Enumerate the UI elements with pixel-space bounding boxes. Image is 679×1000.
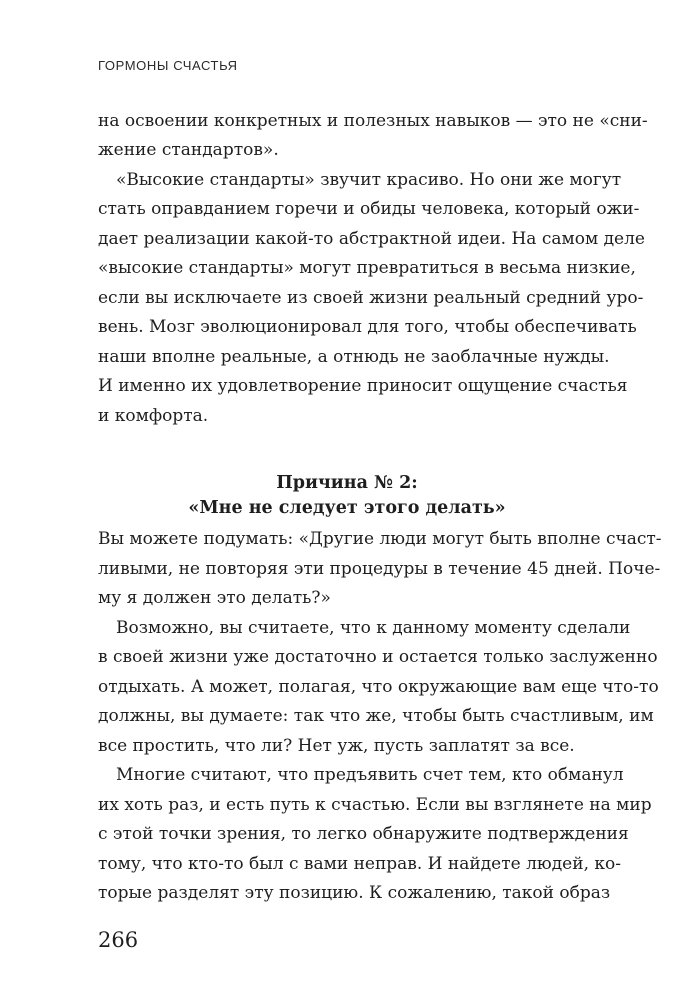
text-line: на освоении конкретных и полезных навыков — это не «сни- (98, 111, 648, 131)
text-line: с этой точки зрения, то легко обнаружите подтверждения (98, 824, 629, 844)
text-line: ливыми, не повторяя эти процедуры в течение 45 дней. Поче- (98, 559, 661, 579)
text-line: торые разделят эту позицию. К сожалению, такой образ (98, 883, 611, 903)
text-line: их хоть раз, и есть путь к счастью. Если вы взглянете на мир (98, 795, 652, 815)
text-line: стать оправданием горечи и обиды человека, который ожи- (98, 199, 640, 219)
text-line: тому, что кто-то был с вами неправ. И найдете людей, ко- (98, 854, 621, 874)
text-line: если вы исключаете из своей жизни реальный средний уро- (98, 288, 644, 308)
page-number: 266 (98, 928, 139, 952)
text-line: должны, вы думаете: так что же, чтобы быть счастливым, им (98, 706, 654, 726)
text-line: вень. Мозг эволюционировал для того, чтобы обеспечивать (98, 317, 637, 337)
running-head: ГОРМОНЫ СЧАСТЬЯ (98, 58, 238, 73)
text-line: И именно их удовлетворение приносит ощущение счастья (98, 376, 628, 396)
text-line: и комфорта. (98, 406, 209, 426)
text-line: «высокие стандарты» могут превратиться в весьма низкие, (98, 258, 636, 278)
section-heading-line: Причина № 2: (276, 473, 418, 493)
text-line: Возможно, вы считаете, что к данному моменту сделали (116, 618, 631, 638)
text-line: Вы можете подумать: «Другие люди могут быть вполне счаст- (98, 529, 662, 549)
text-line: жение стандартов». (98, 140, 279, 160)
text-line: отдыхать. А может, полагая, что окружающие вам еще что-то (98, 677, 659, 697)
text-line: дает реализации какой-то абстрактной идеи. На самом деле (98, 229, 645, 249)
text-line: му я должен это делать?» (98, 588, 331, 608)
text-line: в своей жизни уже достаточно и остается только заслуженно (98, 647, 658, 667)
text-line: наши вполне реальные, а отнюдь не заоблачные нужды. (98, 347, 610, 367)
text-line: все простить, что ли? Нет уж, пусть заплатят за все. (98, 736, 575, 756)
text-line: Многие считают, что предъявить счет тем, кто обманул (116, 765, 624, 785)
text-line: «Высокие стандарты» звучит красиво. Но они же могут (116, 170, 622, 190)
section-heading-line: «Мне не следует этого делать» (188, 498, 506, 518)
